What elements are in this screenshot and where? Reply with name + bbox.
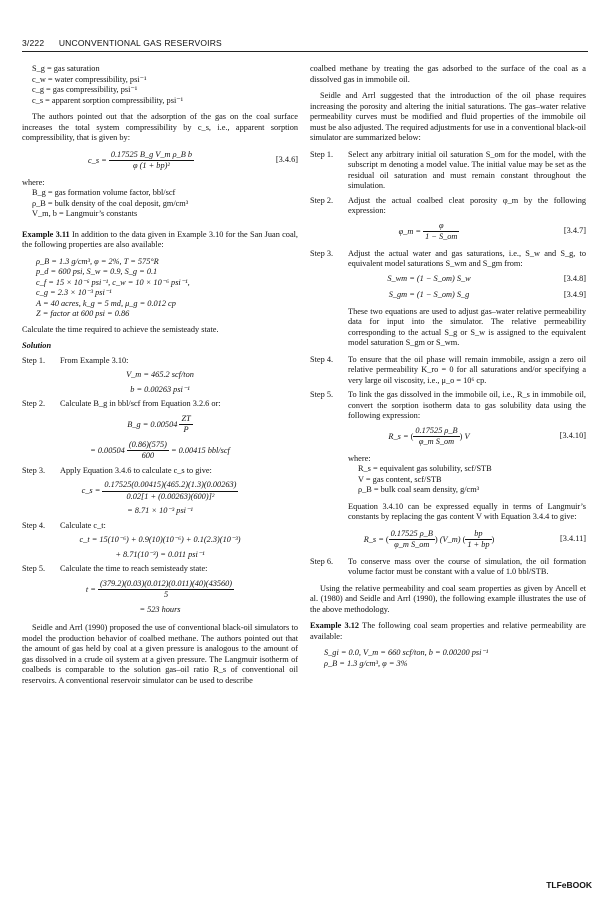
eq-denominator: 5 [163,590,169,599]
equation-line: + 8.71(10⁻³) = 0.011 psi⁻¹ [115,549,205,559]
eq-fraction [179,414,192,436]
definition: R_s = equivalent gas solubility, scf/STB [358,464,492,473]
paragraph: Using the relative permeability and coal seam properties as given by Ancell et al. (1980) and Seidle and Arrl (1990), the following example illustrates the use of the above methodology. [310,583,586,614]
eq-lhs: R_s = [388,431,409,441]
definition: B_g = gas formation volume factor, bbl/scf [32,188,176,197]
step-3-note: These two equations are used to adjust gas–water relative permeability data for input into the simulator. The relative permeability corresponding to the actual S_g or S_w is assigned to the equivalent model saturation S_gm or S_wm. [348,306,586,347]
equation-line: c_t = 15(10⁻⁶) + 0.9(10)(10⁻⁶) + 0.1(2.3)(10⁻³) [79,535,241,544]
footer-watermark: TLFeBOOK [546,879,592,890]
definition: c_g = gas compressibility, psi⁻¹ [32,85,138,94]
definition: c_w = water compressibility, psi⁻¹ [32,74,147,84]
eq-numerator: 0.17525 ρ_B [389,529,435,541]
calc-instruction: Calculate the time required to achieve the semisteady state. [22,324,219,334]
definition: ρ_B = bulk density of the coal deposit, gm/cm³ [32,198,189,208]
step-label: Step 1. [22,355,46,365]
step-4 [310,355,586,387]
step-text: Adjust the actual coalbed cleat porosity φ_m by the following expression: [348,195,586,215]
eq-lhs: c_s = [88,155,107,165]
eq-lhs: R_s = [363,534,384,544]
step-text: Calculate c_t: [60,520,106,530]
eq-numerator: (379.2)(0.03)(0.012)(0.011)(40)(43560) [98,579,234,591]
eq-numerator: bp [465,529,491,541]
step-5 [310,390,586,422]
eq-body: S_gm = (1 − S_om) S_g [388,290,470,299]
data-line: ρ_B = 1.3 g/cm³, φ = 2%, T = 575°R [36,256,159,266]
step-text: Calculate B_g in bbl/scf from Equation 3.2.6 or: [60,399,221,408]
eq-lhs: B_g = 0.00504 [127,419,178,429]
step-2 [310,196,586,217]
data-line: Z = factor at 600 psi = 0.86 [36,309,130,318]
equation-line [22,440,298,462]
definition: S_g = gas saturation [32,64,100,73]
eq-rhs: V [464,431,470,441]
equation-3-4-8 [310,274,586,285]
paragraph: The authors pointed out that the adsorption of the gas on the coal surface increases the total system compressibility by c_s, i.e., apparent sorption compressibility, that is given by: [22,112,298,142]
definition: V_m, b = Langmuir’s constants [32,209,138,218]
right-column [310,64,586,669]
example-3-12 [310,621,586,642]
equation-3-4-10: R_s = ( $\frac{0.17525 \rho\_B}{\text{φ\_m S\_om}}$ ) V [3.4.10] [388,425,586,446]
equation-line: b = 0.00263 psi⁻¹ [130,384,190,394]
paragraph: Seidle and Arrl (1990) proposed the use of conventional black-oil simulators to model the production behavior of coalbed methane. The authors pointed out that the amount of gas held by coal at a given pressure is analogous to the amount of gas dissolved in a crude oil system at a given pressure. The Langmuir isotherm of coalbeds is comparable to the solution gas–oil ratio R_s of conventional oil reservoirs. A conventional reservoir simulator can be used to describe [22,623,298,685]
example-label: Example 3.12 [310,621,360,630]
definition: c_s = apparent sorption compressibility, psi⁻¹ [32,95,184,105]
step-label: Step 5. [310,390,334,399]
example-label: Example 3.11 [22,229,70,239]
eq-middle: (V_m) [439,534,461,544]
step-3 [310,249,586,270]
eq-fraction [127,440,169,462]
step-label: Step 4. [310,354,334,364]
eq-fraction [389,529,435,551]
equation-3-4-6 [22,150,298,172]
eq-denominator: 0.02[1 + (0.00263)(600)]² [126,491,215,501]
step-label: Step 4. [22,520,46,530]
data-line: p_d = 600 psi, S_w = 0.9, S_g = 0.1 [36,267,158,276]
equation-line: = 8.71 × 10⁻³ psi⁻¹ [127,506,193,515]
eq-lhs: t = [85,584,96,594]
eq-rhs: = 0.00415 bbl/scf [170,445,230,455]
step-text: From Example 3.10: [60,355,129,365]
running-title: UNCONVENTIONAL GAS RESERVOIRS [58,38,222,48]
example-data [36,257,298,320]
step-1 [310,150,586,192]
step-text: Calculate the time to reach semisteady state: [60,564,208,573]
equation-number: [3.4.7] [563,226,586,236]
step-text: Select any arbitrary initial oil saturation S_om for the model, with the subscript m denoting a model value. The initial value may be set as the residual oil saturation and must remain constant throughout the simulation. [348,149,586,190]
equation-line [22,579,298,601]
data-line: ρ_B = 1.3 g/cm³, φ = 3% [324,658,408,668]
step-label: Step 3. [22,465,46,475]
header-rule [22,51,588,52]
eq-fraction [109,150,194,172]
step-1 [22,356,298,367]
step-label: Step 2. [22,399,46,408]
paragraph: coalbed methane by treating the gas adsorbed to the surface of the coal as a dissolved gas in immobile oil. [310,64,586,84]
example-text: The following coal seam properties and relative permeability are available: [310,621,586,641]
equation-number: [3.4.6] [275,155,298,165]
eq-fraction [102,480,238,502]
eq-numerator: 0.17525(0.00415)(465.2)(1.3)(0.00263) [102,480,238,492]
data-line: A = 40 acres, k_g = 5 md, μ_g = 0.012 cp [36,298,176,308]
eq-numerator: (0.86)(575) [127,440,169,452]
data-line: c_g = 2.3 × 10⁻³ psi⁻¹ [36,288,112,297]
step-label: Step 3. [310,248,334,258]
eq-lhs: = 0.00504 [90,445,125,455]
eq-denominator: φ_m S_om [418,437,455,446]
equation-number: [3.4.8] [563,273,586,283]
equation-line: = 523 hours [139,604,181,614]
paragraph: Seidle and Arrl suggested that the introduction of the oil phase requires increasing the porosity and altering the initial saturations. The gas–water relative permeability curves must be modified and fluid properties of the immobile oil must be also adjusted. The required adjustments for use in a conventional black-oil simulator are summarized below: [310,91,586,142]
definition: V = gas content, scf/STB [358,474,442,484]
equation-number: [3.4.9] [563,290,586,299]
equation-line [22,414,298,436]
example-3-11 [22,230,298,251]
data-line: c_f = 15 × 10⁻⁶ psi⁻¹, c_w = 10 × 10⁻⁶ psi⁻¹, [36,277,190,287]
equation-3-4-11: R_s = ( $\frac{0.17525 \rho\_B}{\text{φ\_m S\_om}}$ ) (V_m) ( $\frac{bp}{1 + bp}$ ) [3.4.11] [363,528,586,549]
where-label: where: [22,177,45,187]
step-3 [22,466,298,477]
step-text: To ensure that the oil phase will remain immobile, assign a zero oil relative permeability K_ro = 0 for all saturations and/or specifying a very large oil viscosity, i.e., μ_o = 10⁶ cp. [348,354,586,385]
equation-3-4-9 [310,290,586,301]
equation-number: [3.4.11] [560,534,586,544]
step-label: Step 6. [310,556,334,566]
eq-denominator: P [183,425,189,434]
paragraph: Equation 3.4.10 can be expressed equally in terms of Langmuir’s constants by replacing the gas content V with Equation 3.4.4 to give: [348,501,586,521]
data-line: S_gi = 0.0, V_m = 660 scf/ton, b = 0.00200 psi⁻¹ [324,648,489,657]
example-text: In addition to the data given in Example 3.10 for the San Juan coal, the following properties are also available: [22,229,299,249]
equation-number: [3.4.10] [559,431,586,441]
eq-denominator: φ_m S_om [394,540,430,549]
eq-denominator: φ (1 + bp)² [132,161,170,170]
eq-lhs: c_s = [81,485,101,495]
eq-numerator: 0.17525 B_g V_m ρ_B b [109,150,194,162]
example-data [324,648,586,669]
equation-line: V_m = 465.2 scf/ton [126,370,194,379]
equation-3-4-7 [310,221,586,243]
where-label: where: [348,453,371,463]
eq-fraction [98,579,234,601]
step-5 [22,564,298,575]
eq-numerator: φ [423,221,459,233]
eq-numerator: ZT [179,414,192,426]
eq-denominator: 1 − S_om [425,232,458,241]
eq-lhs: φ_m = [398,226,421,236]
step-label: Step 1. [310,149,334,159]
eq-fraction [465,529,491,551]
step-6 [310,557,586,578]
eq-denominator: 1 + bp [467,540,490,549]
eq-fraction [423,221,459,243]
step-label: Step 5. [22,564,46,573]
eq-fraction [413,426,459,448]
running-header [22,38,592,49]
eq-body: S_wm = (1 − S_om) S_w [387,273,471,283]
step-4 [22,521,298,532]
solution-heading: Solution [22,341,52,350]
step-label: Step 2. [310,195,334,205]
eq-denominator: 600 [141,451,155,460]
step-text: To link the gas dissolved in the immobile oil, i.e., R_s in immobile oil, convert the sorption isotherm data to gas solubility data using the following expression: [348,390,586,420]
definition: ρ_B = bulk coal seam density, g/cm³ [358,485,480,494]
equation-line [22,480,298,502]
step-text: To conserve mass over the course of simulation, the oil formation volume factor must be constant with a value of 1.0 bbl/STB. [348,556,586,576]
step-2 [22,399,298,410]
page-number: 3/222 [22,38,45,48]
step-text: Apply Equation 3.4.6 to calculate c_s to give: [60,465,212,475]
left-column [22,64,298,692]
eq-numerator: 0.17525 ρ_B [413,426,459,438]
step-text: Adjust the actual water and gas saturations, i.e., S_w and S_g, to equivalent model saturations S_wm and S_gm from: [348,248,586,268]
